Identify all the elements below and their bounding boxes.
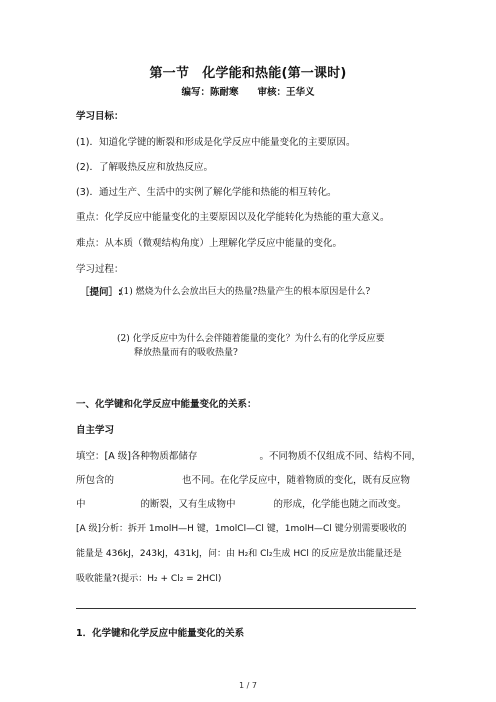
authors-line: 编写：陈耐寒 审核：王华义	[181, 87, 315, 98]
fill-line-3	[76, 498, 407, 511]
difficulty: 难点：从本质（微观结构角度）上理解化学反应中能量的变化。	[76, 238, 343, 249]
fill-line-2-start: 所包含的	[76, 475, 115, 486]
section-heading: 一、化学键和化学反应中能量变化的关系：	[76, 399, 257, 410]
objective-item-3: (3)．通过生产、生活中的实例了解化学能和热能的相互转化。	[76, 187, 337, 198]
page-number: 1 / 7	[239, 681, 257, 690]
fill-line-1-end: 。不同物质不仅组成不同、结构不同，	[259, 451, 421, 462]
question-label: ［提问］:	[80, 287, 122, 298]
self-study-heading: 自主学习	[76, 425, 115, 436]
divider-line	[76, 608, 416, 609]
fill-line-3-end: 的形成，化学能也随之而改变。	[273, 499, 407, 510]
fill-line-1-start: 填空：[A 级]各种物质都储存	[76, 451, 198, 462]
objective-item-1: (1)．知道化学键的断裂和形成是化学反应中能量变化的主要原因。	[76, 137, 356, 148]
key-point: 重点：化学反应中能量变化的主要原因以及化学能转化为热能的重大意义。	[76, 212, 390, 223]
page-title: 第一节 化学能和热能(第一课时)	[149, 66, 347, 81]
question-1: (1) 燃烧为什么会放出巨大的热量?热量产生的根本原因是什么?	[120, 287, 371, 297]
fill-line-1	[76, 450, 421, 463]
subsection-heading: 1．化学键和化学反应中能量变化的关系	[76, 628, 245, 639]
question-2-line-1: (2) 化学反应中为什么会伴随着能量的变化？为什么有的化学反应要	[117, 334, 385, 344]
process-heading: 学习过程：	[76, 264, 124, 275]
analysis-line-3: 吸收能量?(提示：H₂ + Cl₂ = 2HCl)	[76, 574, 222, 584]
analysis-line-2: 能量是 436kJ，243kJ，431kJ，问：由 H₂和 Cl₂生成 HCl 的反应是放出能量还是	[76, 549, 402, 559]
fill-line-3-mid: 的断裂，又有生成物中	[140, 499, 236, 510]
objective-item-2: (2)．了解吸热反应和放热反应。	[76, 162, 213, 173]
analysis-line-1: [A 级]分析：拆开 1molH—H 键，1molCl—Cl 键，1molH—Cl 键分别需要吸收的	[76, 524, 407, 534]
fill-line-3-start: 中	[76, 499, 86, 510]
fill-line-2-end: 也不同。在化学反应中，随着物质的变化，既有反应物	[182, 475, 411, 486]
objectives-heading: 学习目标：	[76, 111, 124, 122]
fill-line-2	[76, 474, 410, 487]
question-2-line-2: 释放热量而有的吸收热量?	[134, 348, 238, 358]
